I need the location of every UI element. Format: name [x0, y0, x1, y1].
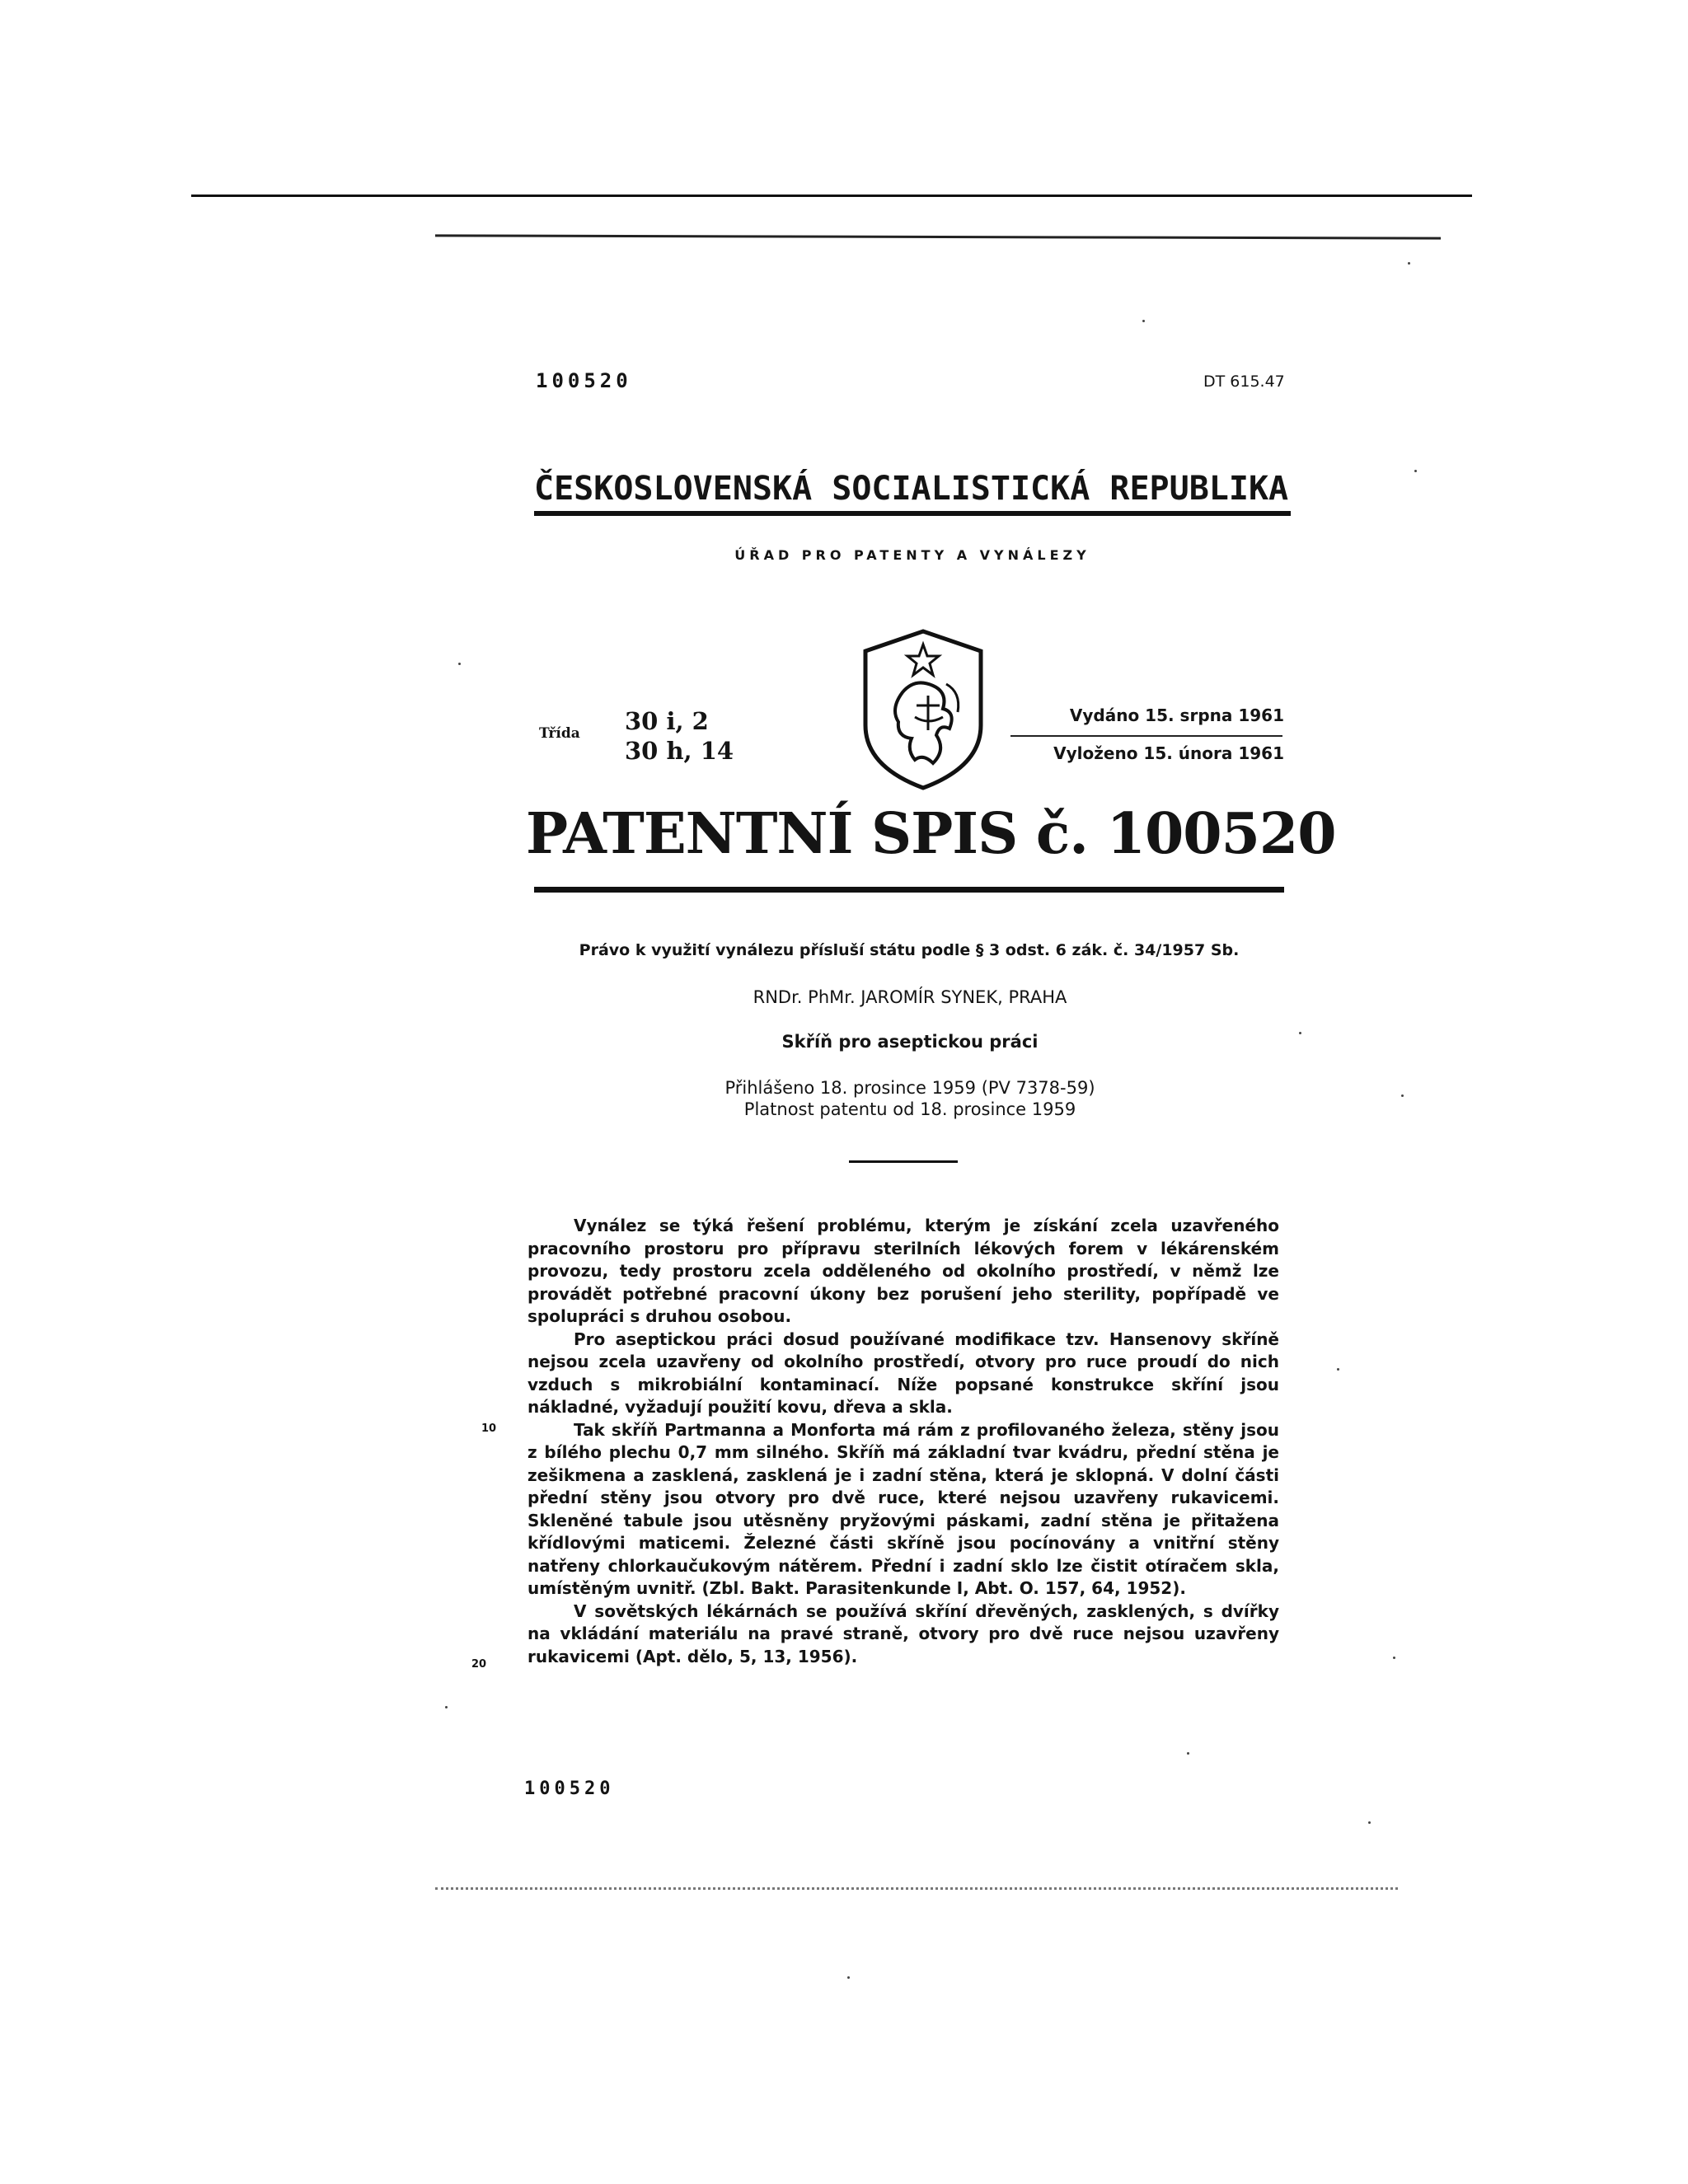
dt-classification-code: DT 615.47: [1203, 373, 1285, 391]
republic-heading: ČESKOSLOVENSKÁ SOCIALISTICKÁ REPUBLIKA: [534, 470, 1289, 508]
rights-statement: Právo k využití vynálezu přísluší státu podle § 3 odst. 6 zák. č. 34/1957 Sb.: [579, 941, 1240, 959]
patent-number-top: 100520: [536, 369, 632, 392]
speck: [1414, 470, 1417, 472]
author-line: RNDr. PhMr. JAROMÍR SYNEK, PRAHA: [753, 987, 1067, 1007]
class-label: Třída: [539, 725, 580, 742]
patent-number-bottom: 100520: [524, 1779, 615, 1799]
speck: [1401, 1094, 1404, 1097]
body-paragraph-1: Vynález se týká řešení problému, kterým je získání zcela uzavřeného pracovního prostoru pro přípravu sterilních lékových forem v lékárenském provozu, tedy prostoru zcela odděleného od okolního prostředí, v němž lze provádět potřebné pracovní úkony bez porušení jeho sterility, popřípadě ve spolupráci s druhou osobou.: [528, 1216, 1279, 1326]
body-text: [528, 1215, 1279, 1668]
patent-title: PATENTNÍ SPIS č. 100520: [526, 801, 1336, 867]
speck: [1187, 1752, 1189, 1755]
speck: [847, 1976, 850, 1979]
dates-divider: [1010, 735, 1282, 737]
speck: [445, 1706, 448, 1708]
margin-line-number-10: 10: [481, 1422, 497, 1435]
title-rule: [534, 887, 1284, 893]
patent-office-heading: ÚŘAD PRO PATENTY A VYNÁLEZY: [734, 547, 1090, 563]
state-emblem-icon: [857, 626, 989, 791]
patent-class-2: 30 h, 14: [625, 737, 734, 765]
speck: [1368, 1821, 1371, 1824]
body-paragraph-2: Pro aseptickou práci dosud používané modifikace tzv. Hansenovy skříně nejsou zcela uzavřeny od okolního prostředí, otvory pro ruce proudí do nich vzduch s mikrobiální kontaminací. Níže popsané konstrukce skříní jsou nákladné, vyžadují použití kovu, dřeva a skla.: [528, 1329, 1279, 1417]
body-paragraph-3: Tak skříň Partmanna a Monforta má rám z profilovaného železa, stěny jsou z bílého plechu 0,7 mm silného. Skříň má základní tvar kvádru, přední stěna je zešikmena a zasklená, zasklená je i zadní stěna, která je sklopná. V dolní části přední stěny jsou otvory pro dvě ruce, které nejsou uzavřeny rukavicemi. Skleněné tabule jsou utěsněny pryžovými páskami, zadní stěna je přitažena křídlovými maticemi. Železné části skříně jsou pocínovány a vnitřní stěny natřeny chlorkaučukovým nátěrem. Přední i zadní sklo lze čistit otíračem skla, umístěným uvnitř. (Zbl. Bakt. Parasitenkunde I, Abt. O. 157, 64, 1952).: [528, 1419, 1279, 1598]
speck: [1337, 1368, 1339, 1371]
section-divider: [849, 1160, 958, 1163]
validity-info: Platnost patentu od 18. prosince 1959: [743, 1099, 1076, 1119]
body-paragraph-4: V sovětských lékárnách se používá skříní dřevěných, zasklených, s dvířky na vkládání materiálu na pravé straně, otvory pro dvě ruce nejsou uzavřeny rukavicemi (Apt. dělo, 5, 13, 1956).: [528, 1601, 1279, 1666]
issued-date: Vydáno 15. srpna 1961: [1069, 705, 1284, 725]
scan-bottom-edge: [435, 1887, 1398, 1890]
speck: [1299, 1032, 1301, 1034]
margin-line-number-20: 20: [471, 1658, 487, 1671]
speck: [1408, 262, 1410, 265]
speck: [1142, 320, 1145, 322]
republic-rule: [534, 511, 1291, 516]
laid-open-date: Vyloženo 15. února 1961: [1053, 743, 1284, 763]
patent-class-1: 30 i, 2: [625, 707, 709, 735]
invention-subject: Skříň pro aseptickou práci: [781, 1032, 1039, 1052]
speck: [1393, 1657, 1395, 1659]
page-top-rule: [191, 194, 1472, 197]
filing-info: Přihlášeno 18. prosince 1959 (PV 7378-59): [724, 1078, 1095, 1098]
scan-edge-rule: [435, 234, 1441, 239]
speck: [458, 663, 461, 665]
